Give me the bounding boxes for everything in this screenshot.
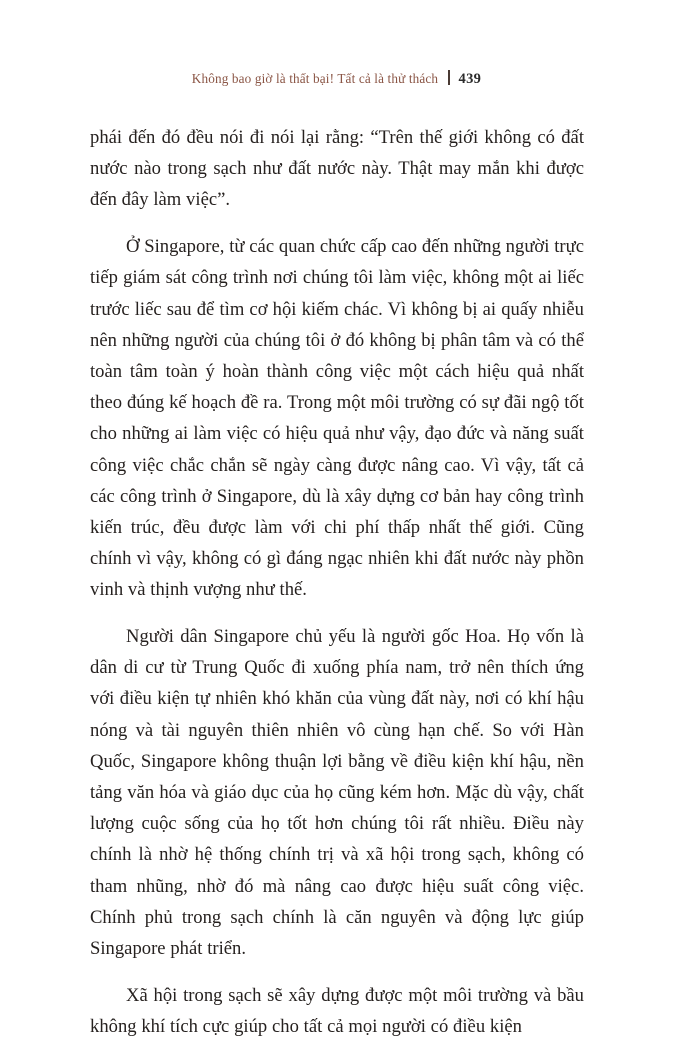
running-header-divider [448, 70, 449, 85]
page-number: 439 [458, 71, 482, 87]
paragraph: phái đến đó đều nói đi nói lại rằng: “Trên thế giới không có đất nước nào trong sạch như đất nước này. Thật may mắn khi được đến đây làm việc”. [90, 127, 584, 211]
paragraph: Người dân Singapore chủ yếu là người gốc Hoa. Họ vốn là dân di cư từ Trung Quốc đi xuống phía nam, trở nên thích ứng với điều kiện tự nhiên khó khăn của vùng đất này, nơi có khí hậu nóng và tài nguyên thiên nhiên vô cùng hạn chế. So với Hàn Quốc, Singapore không thuận lợi bằng về điều kiện khí hậu, nền tảng văn hóa và giáo dục của họ cũng kém hơn. Mặc dù vậy, chất lượng cuộc sống của họ tốt hơn chúng tôi rất nhiều. Điều này chính là nhờ hệ thống chính trị và xã hội trong sạch, không có tham nhũng, nhờ đó mà nâng cao được hiệu suất công việc. Chính phủ trong sạch chính là căn nguyên và động lực giúp Singapore phát triển. [90, 626, 584, 960]
paragraph: Ở Singapore, từ các quan chức cấp cao đến những người trực tiếp giám sát công trình nơi chúng tôi làm việc, không một ai liếc trước liếc sau để tìm cơ hội kiếm chác. Vì không bị ai quấy nhiễu nên những người của chúng tôi ở đó không bị phân tâm và có thể toàn tâm toàn ý hoàn thành công việc một cách hiệu quả nhất theo đúng kế hoạch đề ra. Trong một môi trường có sự đãi ngộ tốt cho những ai làm việc có hiệu quả như vậy, đạo đức và năng suất công việc chắc chắn sẽ ngày càng được nâng cao. Vì vậy, tất cả các công trình ở Singapore, dù là xây dựng cơ bản hay công trình kiến trúc, đều được làm với chi phí thấp nhất thế giới. Cũng chính vì vậy, không có gì đáng ngạc nhiên khi đất nước này phồn vinh và thịnh vượng như thế. [90, 236, 584, 601]
running-header [90, 68, 583, 90]
running-header-title: Không bao giờ là thất bại! Tất cả là thử thách [191, 71, 439, 86]
paragraph: Xã hội trong sạch sẽ xây dựng được một môi trường và bầu không khí tích cực giúp cho tất cả mọi người có điều kiện [90, 984, 584, 1037]
body-text-block [90, 122, 584, 1042]
